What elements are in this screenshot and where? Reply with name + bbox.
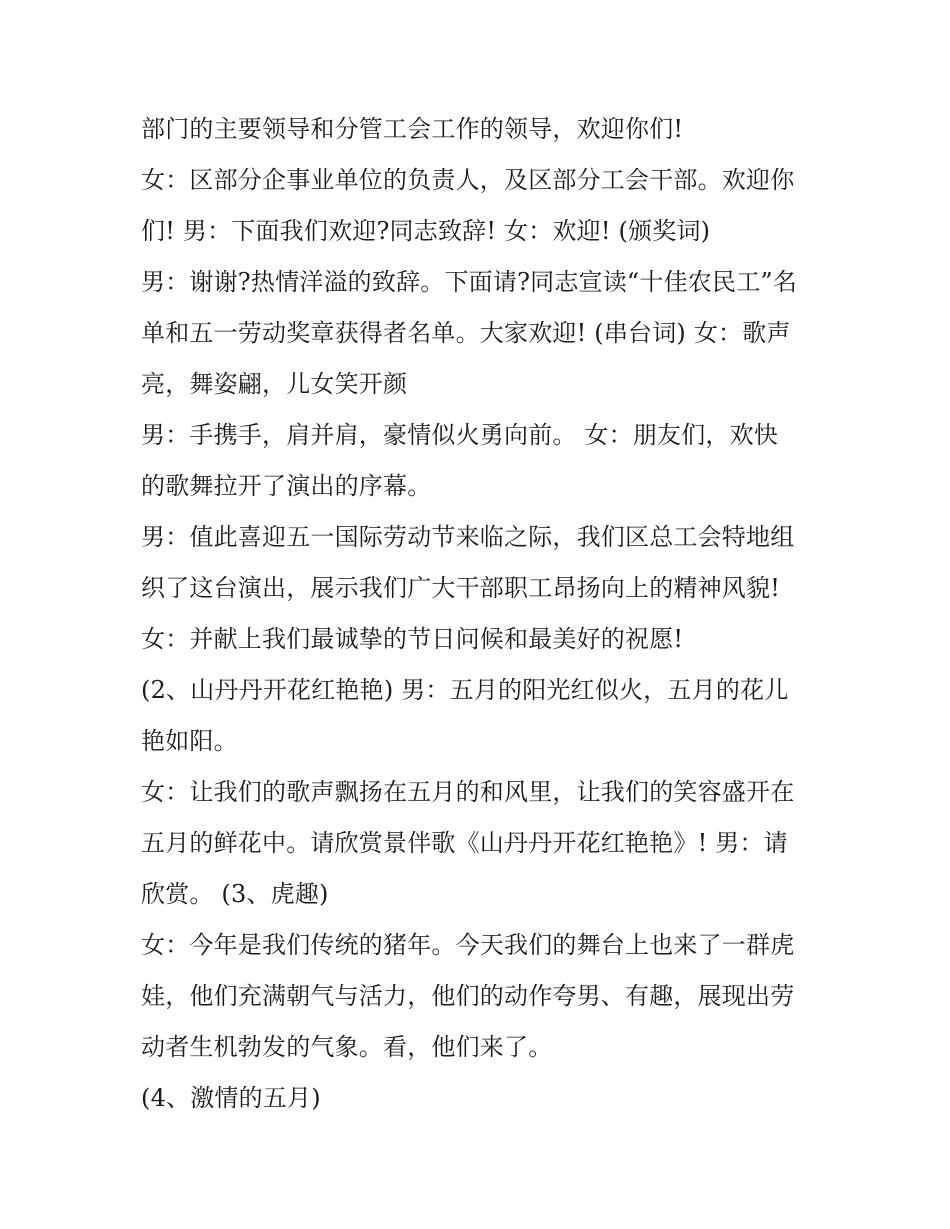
text-line: 织了这台演出，展示我们广大干部职工昂扬向上的精神风貌! [141, 574, 781, 602]
text-line: 娃，他们充满朝气与活力，他们的动作夸男、有趣，展现出劳 [141, 982, 795, 1010]
text-line: (4、激情的五月) [141, 1084, 321, 1112]
text-line: 动者生机勃发的气象。看，他们来了。 [141, 1033, 553, 1061]
text-line: 部门的主要领导和分管工会工作的领导，欢迎你们! [141, 115, 684, 143]
text-line: (2、山丹丹开花红艳艳) 男：五月的阳光红似火，五月的花儿 [141, 676, 789, 704]
text-line: 欣赏。 (3、虎趣) [141, 880, 329, 908]
text-line: 的歌舞拉开了演出的序幕。 [141, 472, 432, 500]
text-line: 男：手携手，肩并肩，豪情似火勇向前。 女：朋友们，欢快 [141, 421, 779, 449]
text-line: 女：让我们的歌声飘扬在五月的和风里，让我们的笑容盛开在 [141, 778, 795, 806]
text-line: 女：并献上我们最诚挚的节日问候和最美好的祝愿! [141, 625, 684, 653]
text-line: 单和五一劳动奖章获得者名单。大家欢迎! (串台词) 女：歌声 [141, 319, 791, 347]
text-line: 艳如阳。 [141, 727, 238, 755]
text-line: 女：今年是我们传统的猪年。今天我们的舞台上也来了一群虎 [141, 931, 795, 959]
text-line: 男：谢谢?热情洋溢的致辞。下面请?同志宣读“十佳农民工”名 [141, 268, 798, 296]
text-line: 女：区部分企事业单位的负责人，及区部分工会干部。欢迎你 [141, 166, 795, 194]
document-body [141, 104, 821, 1124]
text-line: 男：值此喜迎五一国际劳动节来临之际，我们区总工会特地组 [141, 523, 795, 551]
text-line: 亮，舞姿翩，儿女笑开颜 [141, 370, 408, 398]
text-line: 们! 男：下面我们欢迎?同志致辞! 女：欢迎! (颁奖词) [141, 217, 711, 245]
text-line: 五月的鲜花中。请欣赏景伴歌《山丹丹开花红艳艳》! 男：请 [141, 829, 788, 857]
